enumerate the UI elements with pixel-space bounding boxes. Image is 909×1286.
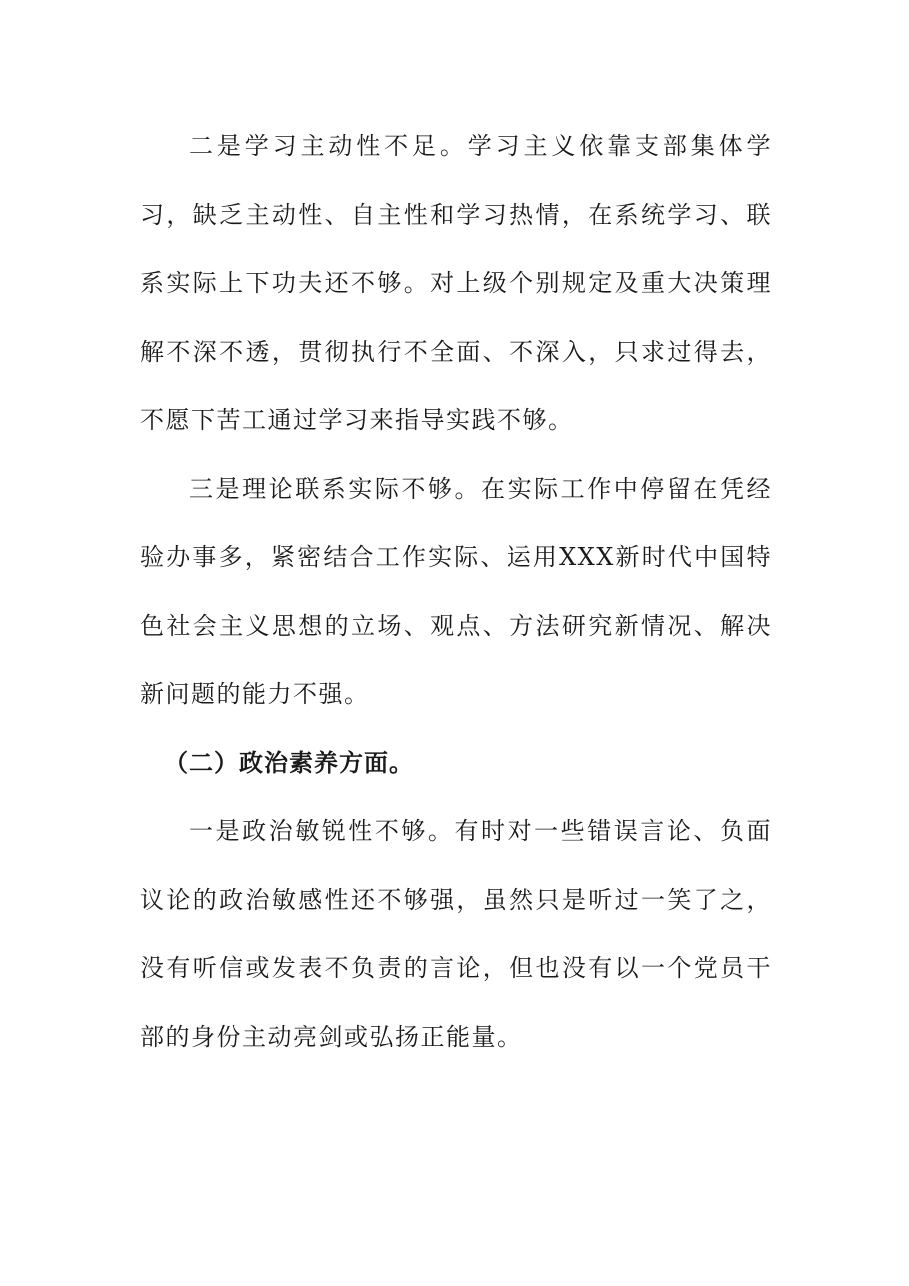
paragraph-study-initiative: 二是学习主动性不足。学习主义依靠支部集体学习，缺乏主动性、自主性和学习热情，在系统学习、联系实际上下功夫还不够。对上级个别规定及重大决策理解不深不透，贯彻执行不全面、不深入，只求过得去，不愿下苦工通过学习来指导实践不够。 [140,132,772,434]
section-heading-political-literacy: （二）政治素养方面。 [164,748,414,777]
document-body [140,112,772,1071]
paragraph-theory-practice: 三是理论联系实际不够。在实际工作中停留在凭经验办事多，紧密结合工作实际、运用XXX新时代中国特色社会主义思想的立场、观点、方法研究新情况、解决新问题的能力不强。 [140,474,772,708]
paragraph-political-sensitivity: 一是政治敏锐性不够。有时对一些错误言论、负面议论的政治敏感性还不够强，虽然只是听过一笑了之，没有听信或发表不负责的言论，但也没有以一个党员干部的身份主动亮剑或弘扬正能量。 [140,817,772,1051]
